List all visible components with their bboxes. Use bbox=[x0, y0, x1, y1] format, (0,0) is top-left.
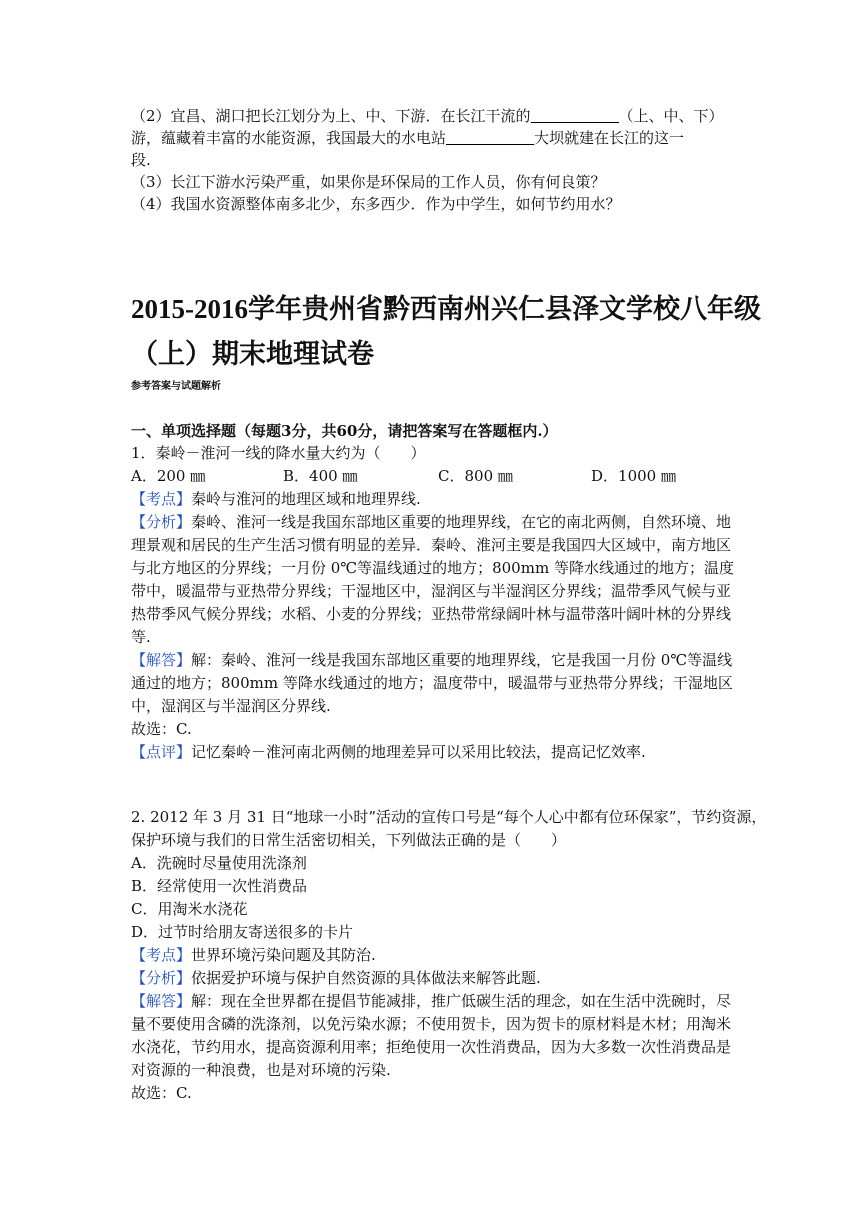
kaodian-tag: 【考点】 bbox=[131, 490, 192, 508]
dianping-tag: 【点评】 bbox=[131, 743, 192, 761]
q1-stem: 1．秦岭－淮河一线的降水量大约为（ ） bbox=[131, 444, 426, 462]
q2-option-b: B．经常使用一次性消费品 bbox=[131, 877, 308, 895]
q1-fenxi-line6: 等. bbox=[131, 628, 151, 646]
answer-blank bbox=[531, 106, 619, 123]
q1-kaodian-text: 秦岭与淮河的地理区域和地理界线. bbox=[191, 490, 421, 508]
q1-kaodian bbox=[131, 488, 421, 510]
q2-option-c: C．用淘米水浇花 bbox=[131, 900, 248, 918]
prev-q2-line3: 段. bbox=[131, 151, 151, 169]
prev-q2-text-d: 大坝就建在长江的这一 bbox=[534, 129, 685, 147]
q1-jieda-line3: 中，湿润区与半湿润区分界线. bbox=[131, 697, 331, 715]
section-heading: 一、单项选择题（每题3分，共60分，请把答案写在答题框内.） bbox=[131, 422, 558, 440]
prev-q4: （4）我国水资源整体南多北少，东多西少．作为中学生，如何节约用水？ bbox=[131, 195, 621, 213]
q1-answer: 故选：C. bbox=[131, 720, 192, 738]
prev-q2-text-b: （上、中、下） bbox=[618, 107, 724, 125]
q1-fenxi-line2: 理景观和居民的生产生活习惯有明显的差异．秦岭、淮河主要是我国四大区域中，南方地区 bbox=[131, 536, 732, 554]
exam-subtitle: 参考答案与试题解析 bbox=[131, 381, 221, 392]
q2-jieda-line2: 量不要使用含磷的洗涤剂，以免污染水源；不使用贺卡，因为贺卡的原材料是木材；用淘米 bbox=[131, 1015, 732, 1033]
prev-q3: （3）长江下游水污染严重，如果你是环保局的工作人员，你有何良策？ bbox=[131, 173, 606, 191]
q2-jieda-text: 解：现在全世界都在提倡节能减排，推广低碳生活的理念，如在生活中洗碗时，尽 bbox=[191, 992, 732, 1010]
jieda-tag: 【解答】 bbox=[131, 651, 192, 669]
q2-jieda-line1 bbox=[131, 990, 731, 1012]
q1-jieda-line1 bbox=[131, 649, 732, 671]
exam-title-line2: （上）期末地理试卷 bbox=[131, 339, 374, 369]
q1-fenxi-line3: 与北方地区的分界线；一月份 0℃等温线通过的地方；800mm 等降水线通过的地方；温度 bbox=[131, 559, 734, 577]
q2-kaodian bbox=[131, 944, 376, 966]
prev-q2-line2 bbox=[131, 127, 684, 149]
q2-jieda-line3: 水浇花，节约用水，提高资源利用率；拒绝使用一次性消费品，因为大多数一次性消费品是 bbox=[131, 1038, 732, 1056]
q2-fenxi-text: 依据爱护环境与保护自然资源的具体做法来解答此题. bbox=[191, 969, 541, 987]
q1-jieda-text: 解：秦岭、淮河一线是我国东部地区重要的地理界线，它是我国一月份 0℃等温线 bbox=[191, 651, 733, 669]
q1-option-d: D．1000 ㎜ bbox=[591, 467, 676, 485]
q1-options bbox=[131, 465, 676, 487]
q2-stem-line2: 保护环境与我们的日常生活密切相关，下列做法正确的是（ ） bbox=[131, 831, 567, 849]
q2-kaodian-text: 世界环境污染问题及其防治. bbox=[191, 946, 376, 964]
q1-fenxi-line5: 热带季风气候分界线；水稻、小麦的分界线；亚热带常绿阔叶林与温带落叶阔叶林的分界线 bbox=[131, 605, 732, 623]
q1-fenxi-text: 秦岭、淮河一线是我国东部地区重要的地理界线，在它的南北两侧，自然环境、地 bbox=[191, 513, 732, 531]
q2-option-a: A．洗碗时尽量使用洗涤剂 bbox=[131, 854, 307, 872]
prev-q2-text-a: （2）宜昌、湖口把长江划分为上、中、下游．在长江干流的 bbox=[131, 107, 531, 125]
q1-dianping bbox=[131, 741, 646, 763]
q2-stem-line1: 2. 2012 年 3 月 31 日“地球一小时”活动的宣传口号是“每个人心中都有位环保家”，节约资源， bbox=[131, 808, 767, 826]
exam-title-line1: 2015-2016学年贵州省黔西南州兴仁县泽文学校八年级 bbox=[131, 294, 761, 324]
q2-answer: 故选：C. bbox=[131, 1084, 192, 1102]
q2-fenxi bbox=[131, 967, 541, 989]
kaodian-tag: 【考点】 bbox=[131, 946, 192, 964]
jieda-tag: 【解答】 bbox=[131, 992, 192, 1010]
q1-option-a: A．200 ㎜ bbox=[131, 467, 206, 485]
fenxi-tag: 【分析】 bbox=[131, 969, 192, 987]
fenxi-tag: 【分析】 bbox=[131, 513, 192, 531]
q1-option-b: B．400 ㎜ bbox=[283, 467, 358, 485]
q1-dianping-text: 记忆秦岭－淮河南北两侧的地理差异可以采用比较法，提高记忆效率. bbox=[191, 743, 646, 761]
q1-jieda-line2: 通过的地方；800mm 等降水线通过的地方；温度带中，暖温带与亚热带分界线；干湿地区 bbox=[131, 674, 733, 692]
prev-q2-text-c: 游，蕴藏着丰富的水能资源，我国最大的水电站 bbox=[131, 129, 447, 147]
q2-jieda-line4: 对资源的一种浪费，也是对环境的污染. bbox=[131, 1061, 391, 1079]
q1-fenxi-line1 bbox=[131, 511, 731, 533]
prev-q2-line1 bbox=[131, 105, 724, 127]
q1-option-c: C．800 ㎜ bbox=[438, 467, 513, 485]
q1-fenxi-line4: 带中，暖温带与亚热带分界线；干湿地区中，湿润区与半湿润区分界线；温带季风气候与亚 bbox=[131, 582, 732, 600]
answer-blank bbox=[446, 128, 534, 145]
q2-option-d: D．过节时给朋友寄送很多的卡片 bbox=[131, 923, 354, 941]
